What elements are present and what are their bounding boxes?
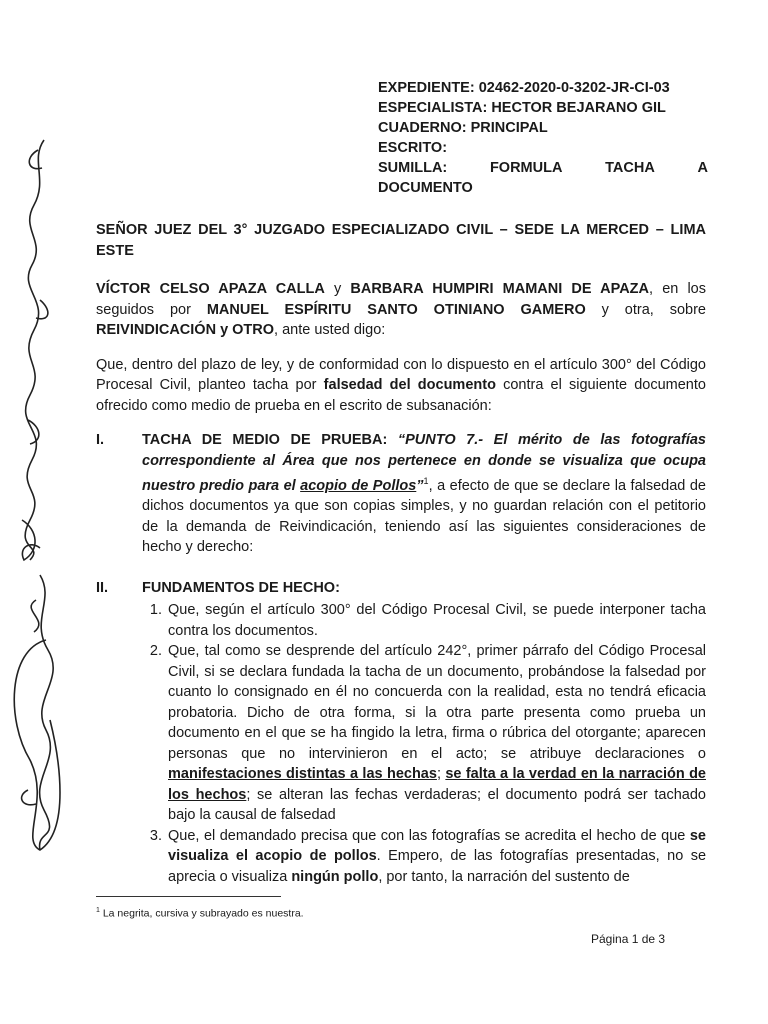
section-number: I. [96,432,105,448]
footnote-ref: 1 [423,476,429,486]
signatures [0,0,90,1024]
list-item: 1. Que, según el artículo 300° del Código Procesal Civil, se puede interponer tacha contra los documentos. [166,600,706,641]
section-tacha: I. TACHA DE MEDIO DE PRUEBA: “PUNTO 7.- El mérito de las fotografías correspondiente al Área que nos pertenece en donde se visualiza que ocupa nuestro predio para el acopio de Pollos”$^1$, a efecto de que se declare la falsedad de dichos documentos ya que son copias simples, y no guardan relación con el petitorio de la demanda de Reivindicación, teniendo así las siguientes consideraciones de hecho y derecho: [96,430,706,558]
intro-paragraph: VÍCTOR CELSO APAZA CALLA y BARBARA HUMPIRI MAMANI DE APAZA, en los seguidos por MANUEL ESPÍRITU SANTO OTINIANO GAMERO y otra, sobre REIVINDICACIÓN y OTRO, ante usted digo: [96,281,707,338]
fundamentos-list [142,600,706,887]
section-heading: TACHA DE MEDIO DE PRUEBA: [142,432,398,448]
signature-barbara [22,140,48,560]
document-body [96,220,706,887]
sumilla-continuation: DOCUMENTO [378,180,473,196]
addressee: SEÑOR JUEZ DEL 3° JUZGADO ESPECIALIZADO CIVIL – SEDE LA MERCED – LIMA ESTE [96,222,706,259]
opening-paragraph: Que, dentro del plazo de ley, y de conformidad con lo dispuesto en el artículo 300° del Código Procesal Civil, planteo tacha por falsedad del documento contra el siguiente documento ofrecido como medio de prueba en el escrito de subsanación: [96,356,706,414]
list-item: 3. Que, el demandado precisa que con las fotografías se acredita el hecho de que se visualiza el acopio de pollos. Empero, de las fotografías presentadas, no se aprecia o visualiza ningún pollo, por tanto, la narración del sustento de [166,826,706,888]
footnote: $^1$ La negrita, cursiva y subrayado es nuestra. [96,907,304,920]
signature-victor [14,575,60,850]
escrito: ESCRITO: [378,140,448,156]
especialista: ESPECIALISTA: HECTOR BEJARANO GIL [378,100,666,116]
list-item: 2. Que, tal como se desprende del artículo 242°, primer párrafo del Código Procesal Civil, si se declara fundada la tacha de un documento, probándose la falsedad por cuanto lo consignado en él no concuerda con la realidad, esta no tendrá eficacia probatoria. Dicho de otra forma, si la otra parte presenta como prueba un documento en el que se ha fingido la letra, firma o rúbrica del otorgante; aparecen personas que no intervinieron en el acto; se atribuye declaraciones o manifestaciones distintas a las hechas; se falta a la verdad en la narración de los hechos; se alteran las fechas verdaderas; el documento podrá ser tachado bajo la causal de falsedad [166,641,706,826]
section-fundamentos [96,578,706,888]
cuaderno: CUADERNO: PRINCIPAL [378,120,548,136]
footnote-divider [96,896,281,897]
section-heading: FUNDAMENTOS DE HECHO: [142,579,340,596]
sumilla: SUMILLA: FORMULA TACHA A [378,160,708,176]
case-header [378,78,708,198]
page-number: Página 1 de 3 [591,932,666,946]
expediente: EXPEDIENTE: 02462-2020-0-3202-JR-CI-03 [378,80,670,96]
section-number: II. [96,579,109,596]
